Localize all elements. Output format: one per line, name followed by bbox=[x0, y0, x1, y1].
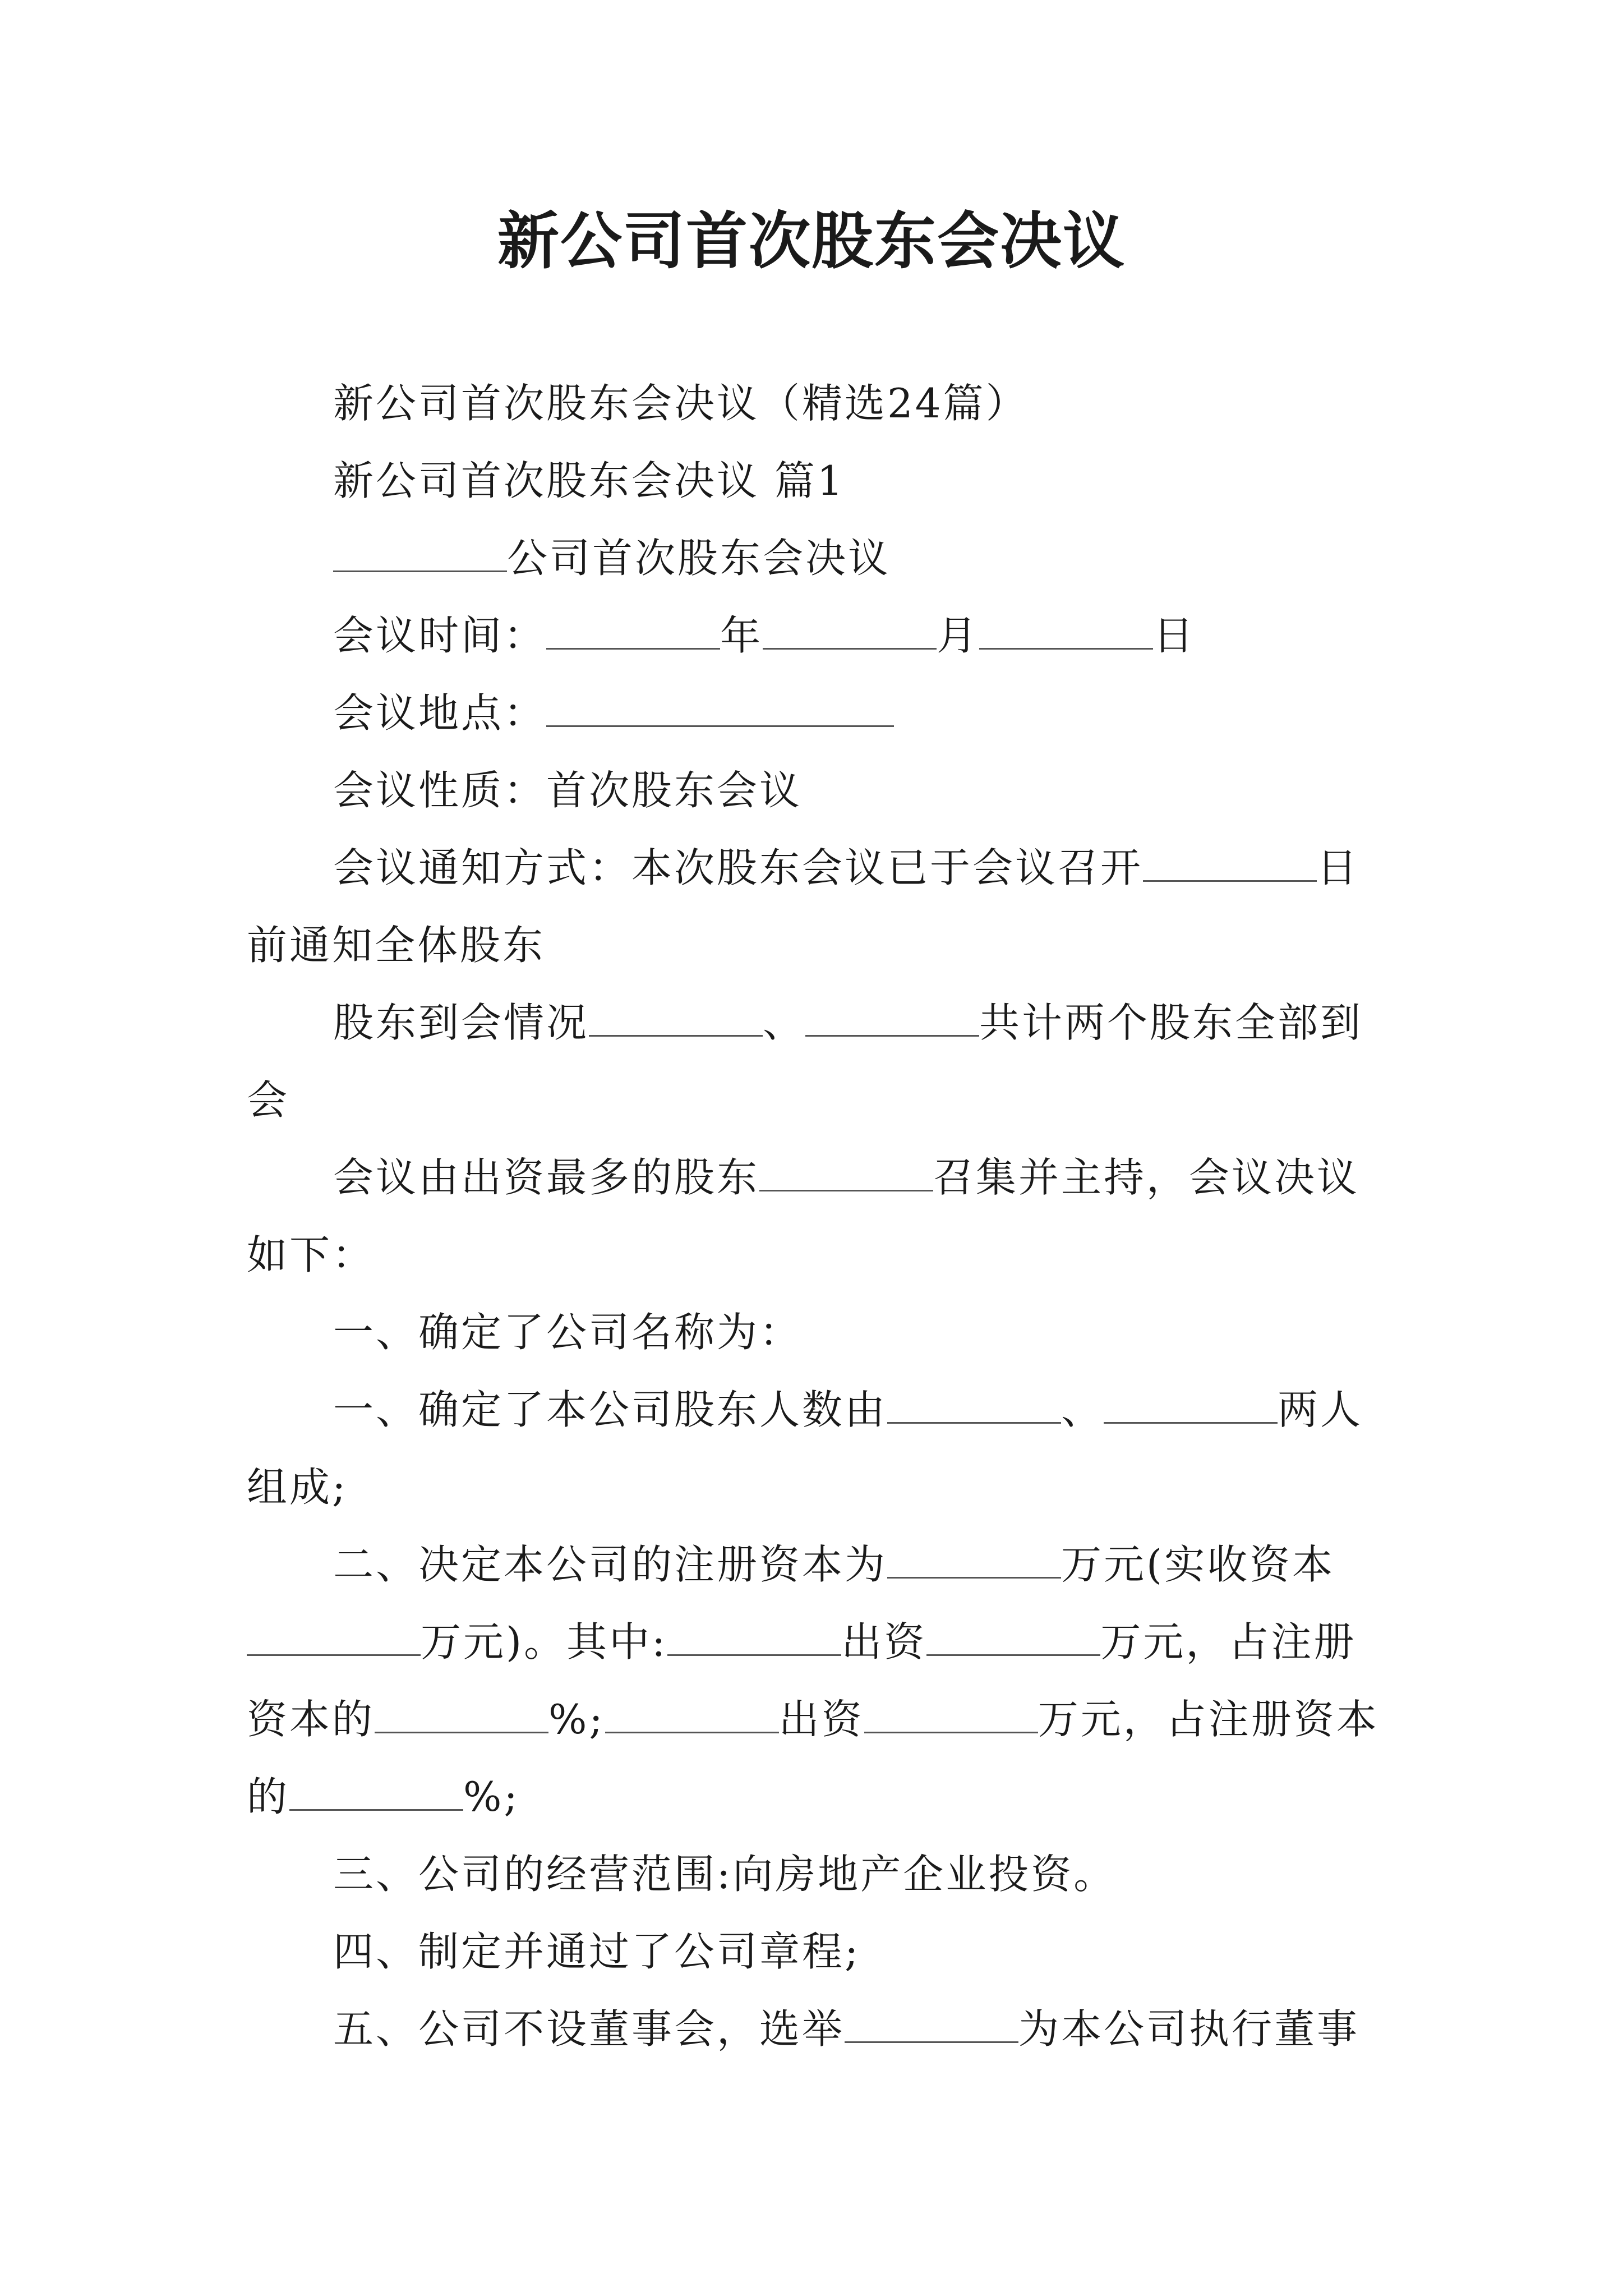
host-suffix: 召集并主持，会议决议如下： bbox=[247, 1154, 1360, 1278]
document-title: 新公司首次股东会决议 bbox=[497, 205, 1126, 277]
meeting-nature: 会议性质：首次股东会议 bbox=[333, 767, 803, 814]
host-prefix: 会议由出资最多的股东 bbox=[333, 1154, 760, 1201]
blank-line bbox=[546, 693, 894, 727]
meeting-notice bbox=[247, 829, 1385, 984]
capital-text: 万元，占注册资本的 bbox=[247, 1618, 1357, 1743]
item-capital bbox=[247, 1526, 1385, 1835]
meeting-place bbox=[247, 674, 1385, 752]
blank-line bbox=[763, 615, 937, 650]
resolution-heading bbox=[247, 519, 1385, 597]
month-label: 月 bbox=[937, 612, 980, 659]
notice-prefix: 会议通知方式：本次股东会议已于会议召开 bbox=[333, 844, 1144, 891]
item-business-scope: 三、公司的经营范围:向房地产企业投资。 bbox=[333, 1851, 1117, 1898]
blank-line bbox=[926, 1622, 1100, 1656]
item-executive-director bbox=[247, 1990, 1385, 2068]
capital-text: 出资 bbox=[778, 1696, 864, 1743]
separator: 、 bbox=[1061, 1386, 1104, 1433]
board-prefix: 五、公司不设董事会，选举 bbox=[333, 2005, 845, 2053]
blank-line bbox=[667, 1622, 841, 1656]
attendance bbox=[247, 984, 1385, 1139]
capital-text: 出资 bbox=[841, 1618, 927, 1665]
item-company-name: 一、确定了公司名称为： bbox=[333, 1309, 803, 1356]
attendance-suffix: 共计两个股东全部到会 bbox=[247, 999, 1363, 1124]
blank-line bbox=[845, 2009, 1018, 2043]
meeting-time bbox=[247, 597, 1385, 674]
year-label: 年 bbox=[720, 612, 763, 659]
meeting-host bbox=[247, 1139, 1385, 1294]
capital-text: %; bbox=[463, 1773, 520, 1820]
blank-line bbox=[546, 615, 720, 650]
capital-text: 二、决定本公司的注册资本为 bbox=[333, 1541, 888, 1588]
shareholders-prefix: 一、确定了本公司股东人数由 bbox=[333, 1386, 888, 1433]
part-heading: 新公司首次股东会决议 篇1 bbox=[333, 457, 845, 504]
blank-line bbox=[247, 1622, 421, 1656]
blank-line bbox=[589, 1002, 763, 1037]
notice-suffix: 日前通知全体股东 bbox=[247, 844, 1360, 969]
place-label: 会议地点： bbox=[333, 689, 547, 737]
item-shareholders bbox=[247, 1371, 1385, 1526]
blank-line bbox=[759, 1157, 933, 1191]
blank-line bbox=[805, 1002, 979, 1037]
blank-line bbox=[887, 1544, 1061, 1579]
blank-line bbox=[289, 1777, 463, 1811]
day-label: 日 bbox=[1153, 612, 1196, 659]
document-body bbox=[247, 365, 1385, 2068]
blank-line bbox=[979, 615, 1153, 650]
separator: 、 bbox=[763, 999, 806, 1046]
attendance-prefix: 股东到会情况 bbox=[333, 999, 589, 1046]
blank-line bbox=[1104, 1389, 1278, 1424]
intro-line: 新公司首次股东会决议（精选24篇） bbox=[333, 380, 1029, 427]
blank-line bbox=[1143, 848, 1317, 882]
blank-line bbox=[864, 1699, 1038, 1733]
board-suffix: 为本公司执行董事 bbox=[1018, 2005, 1360, 2053]
capital-text: 万元)。其中: bbox=[421, 1618, 668, 1665]
heading-suffix: 公司首次股东会决议 bbox=[507, 535, 891, 582]
blank-line bbox=[375, 1699, 548, 1733]
capital-text: 万元(实收资本 bbox=[1061, 1541, 1335, 1588]
capital-text: 万元，占注册资本的 bbox=[247, 1696, 1379, 1820]
time-label: 会议时间： bbox=[333, 612, 547, 659]
blank-line bbox=[333, 538, 507, 572]
capital-text: %; bbox=[548, 1696, 605, 1743]
shareholders-suffix: 两人组成; bbox=[247, 1386, 1363, 1511]
blank-line bbox=[887, 1389, 1061, 1424]
item-charter: 四、制定并通过了公司章程; bbox=[333, 1928, 861, 1975]
blank-line bbox=[605, 1699, 779, 1733]
